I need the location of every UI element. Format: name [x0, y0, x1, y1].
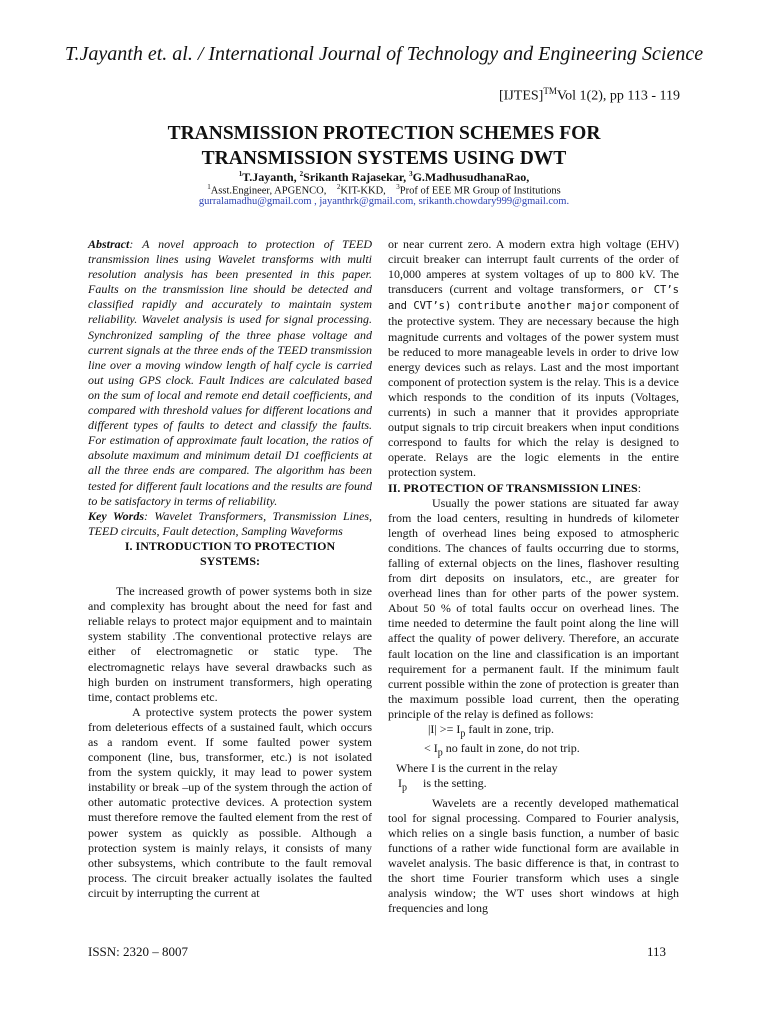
footer-issn: ISSN: 2320 – 8007 [88, 944, 189, 959]
paragraph: The increased growth of power systems both in size and complexity has brought about the need for fast and reliable relays to protect major equipment and to maintain system stability .The conventional protective relays are either of electromagnetic or static type. The electromagnetic relays have several drawbacks such as high burden on instrument transformers, high operating time, contact problems etc. [88, 584, 372, 704]
relay-formula-trip: $|I| >= I_p$ fault in zone, trip. [428, 722, 554, 740]
author-list: $^1$T.Jayanth, $^2$Srikanth Rajasekar, $^3$G.MadhusudhanaRao, [238, 170, 530, 184]
paragraph: Wavelets are a recently developed mathematical tool for signal processing. Compared to Fourier analysis, which relies on a single basis function, a number of basic functions of a rather wide functional form are available in wavelet analysis. The basic difference is that, in contrast to the short time Fourier transform which uses a single analysis window; the WT uses short windows at high frequencies and long [388, 795, 679, 916]
paragraph: or near current zero. A modern extra high voltage (EHV) circuit breaker can interrupt fault currents of the order of 10,000 amperes at system voltages of up to 800 kV. The transducers (current and voltage transformers, or CT’s and CVT’s) contribute another major component of the protective system. They are necessary because the high magnitude currents and voltages of the power system must be reduced to more manageable levels in order to drive low energy devices such as relays. Last and the most important component of protection system is the relay. This is a device which responds to the condition of its inputs (Voltages, currents) in such a manner that it provides appropriate output signals to trip circuit breakers when input conditions correspond to faults for which the relay is designed to operate. Relays are the logic elements in the entire protection system. [388, 237, 679, 480]
journal-header: T.Jayanth et. al. / International Journal of Technology and Engineering Science [64, 43, 704, 65]
paragraph: A protective system protects the power system from deleterious effects of a sustained fault, which occurs as a random event. If some faulted power system component (line, bus, transformer, etc.) is not isolated from the system quickly, it may lead to power system instability or break –up of the system through the action of other automatic protective devices. A protection system must therefore remove the faulted element from the rest of power system as quickly as possible. Although a protection system is mainly relays, it consists of many other subsystems, which contribute to the fault removal process. The circuit breaker actually isolates the faulted circuit by interrupting the current at [88, 704, 372, 900]
section-heading-1: I. INTRODUCTION TO PROTECTION SYSTEMS: [124, 538, 336, 568]
keywords-label: Key Words [88, 508, 144, 523]
paragraph: Usually the power stations are situated far away from the load centers, resulting in hundreds of kilometer length of overhead lines being exposed to atmospheric conditions. The chances of faults occurring due to storms, falling of external objects on the lines, flashover resulting from dirt deposits on insulators, etc., are greater for overhead lines than for other parts of the power system. About 50 % of total faults occur on overhead lines. The time needed to determine the fault point along the line will affect the quality of power delivery. Therefore, an accurate fault location on the line and classification is an important requirement for a permanent fault. If the minimum fault current possible within the zone of protection is greater than the maximum possible load current, then the operating principle of the relay is defined as follows: [388, 495, 679, 721]
abstract: Abstract: A novel approach to protection of TEED transmission lines using Wavelet transforms with multi resolution analysis has been presented in this paper. Faults on the transmission line should be detected and classified rapidly and accurately to maintain system reliability. Wavelet analysis is used for signal processing. Synchronized sampling of the three phase voltage and current signals at the three ends of the TEED transmission line over a moving window length of half cycle is carried out using GPS clock. Fault Indices are calculated based on the sum of local and remote end detail coefficients, and compared with threshold values for different locations and different types of faults to detect and classify the faults. For estimation of approximate fault location, the ratios of absolute maximum and minimum detail D1 coefficients at all the three ends are compared. The algorithm has been tested for different fault locations and the results are found to be satisfactory in terms of reliability. [88, 237, 372, 508]
affiliations: $^1$Asst.Engineer, APGENCO, $^2$KIT-KKD, $^3$Prof of EEE MR Group of Institutions [207, 183, 561, 197]
abstract-label: Abstract [88, 237, 130, 251]
title-line-1: TRANSMISSION PROTECTION SCHEMES FOR [167, 123, 601, 144]
setting-definition: $I_p$ is the setting. [398, 776, 487, 794]
left-column [88, 237, 372, 901]
journal-reference: [IJTES]™Vol 1(2), pp 113 - 119 [499, 86, 680, 104]
author-emails[interactable]: gurralamadhu@gmail.com , jayanthrk@gmail.com, srikanth.chowdary999@gmail.com. [198, 196, 570, 207]
section-heading-2: II. PROTECTION OF TRANSMISSION LINES: [388, 480, 642, 495]
where-definition: Where I is the current in the relay [396, 760, 558, 775]
relay-formula-no-trip: < $I_p$ no fault in zone, do not trip. [424, 741, 580, 759]
footer-page-number: 113 [646, 944, 666, 959]
paper-title [90, 121, 678, 171]
title-line-2: TRANSMISSION SYSTEMS USING DWT [201, 148, 567, 169]
keywords: Key Words: Wavelet Transformers, Transmission Lines, TEED circuits, Fault detection, Sampling Waveforms [88, 508, 372, 538]
right-column [388, 237, 679, 916]
